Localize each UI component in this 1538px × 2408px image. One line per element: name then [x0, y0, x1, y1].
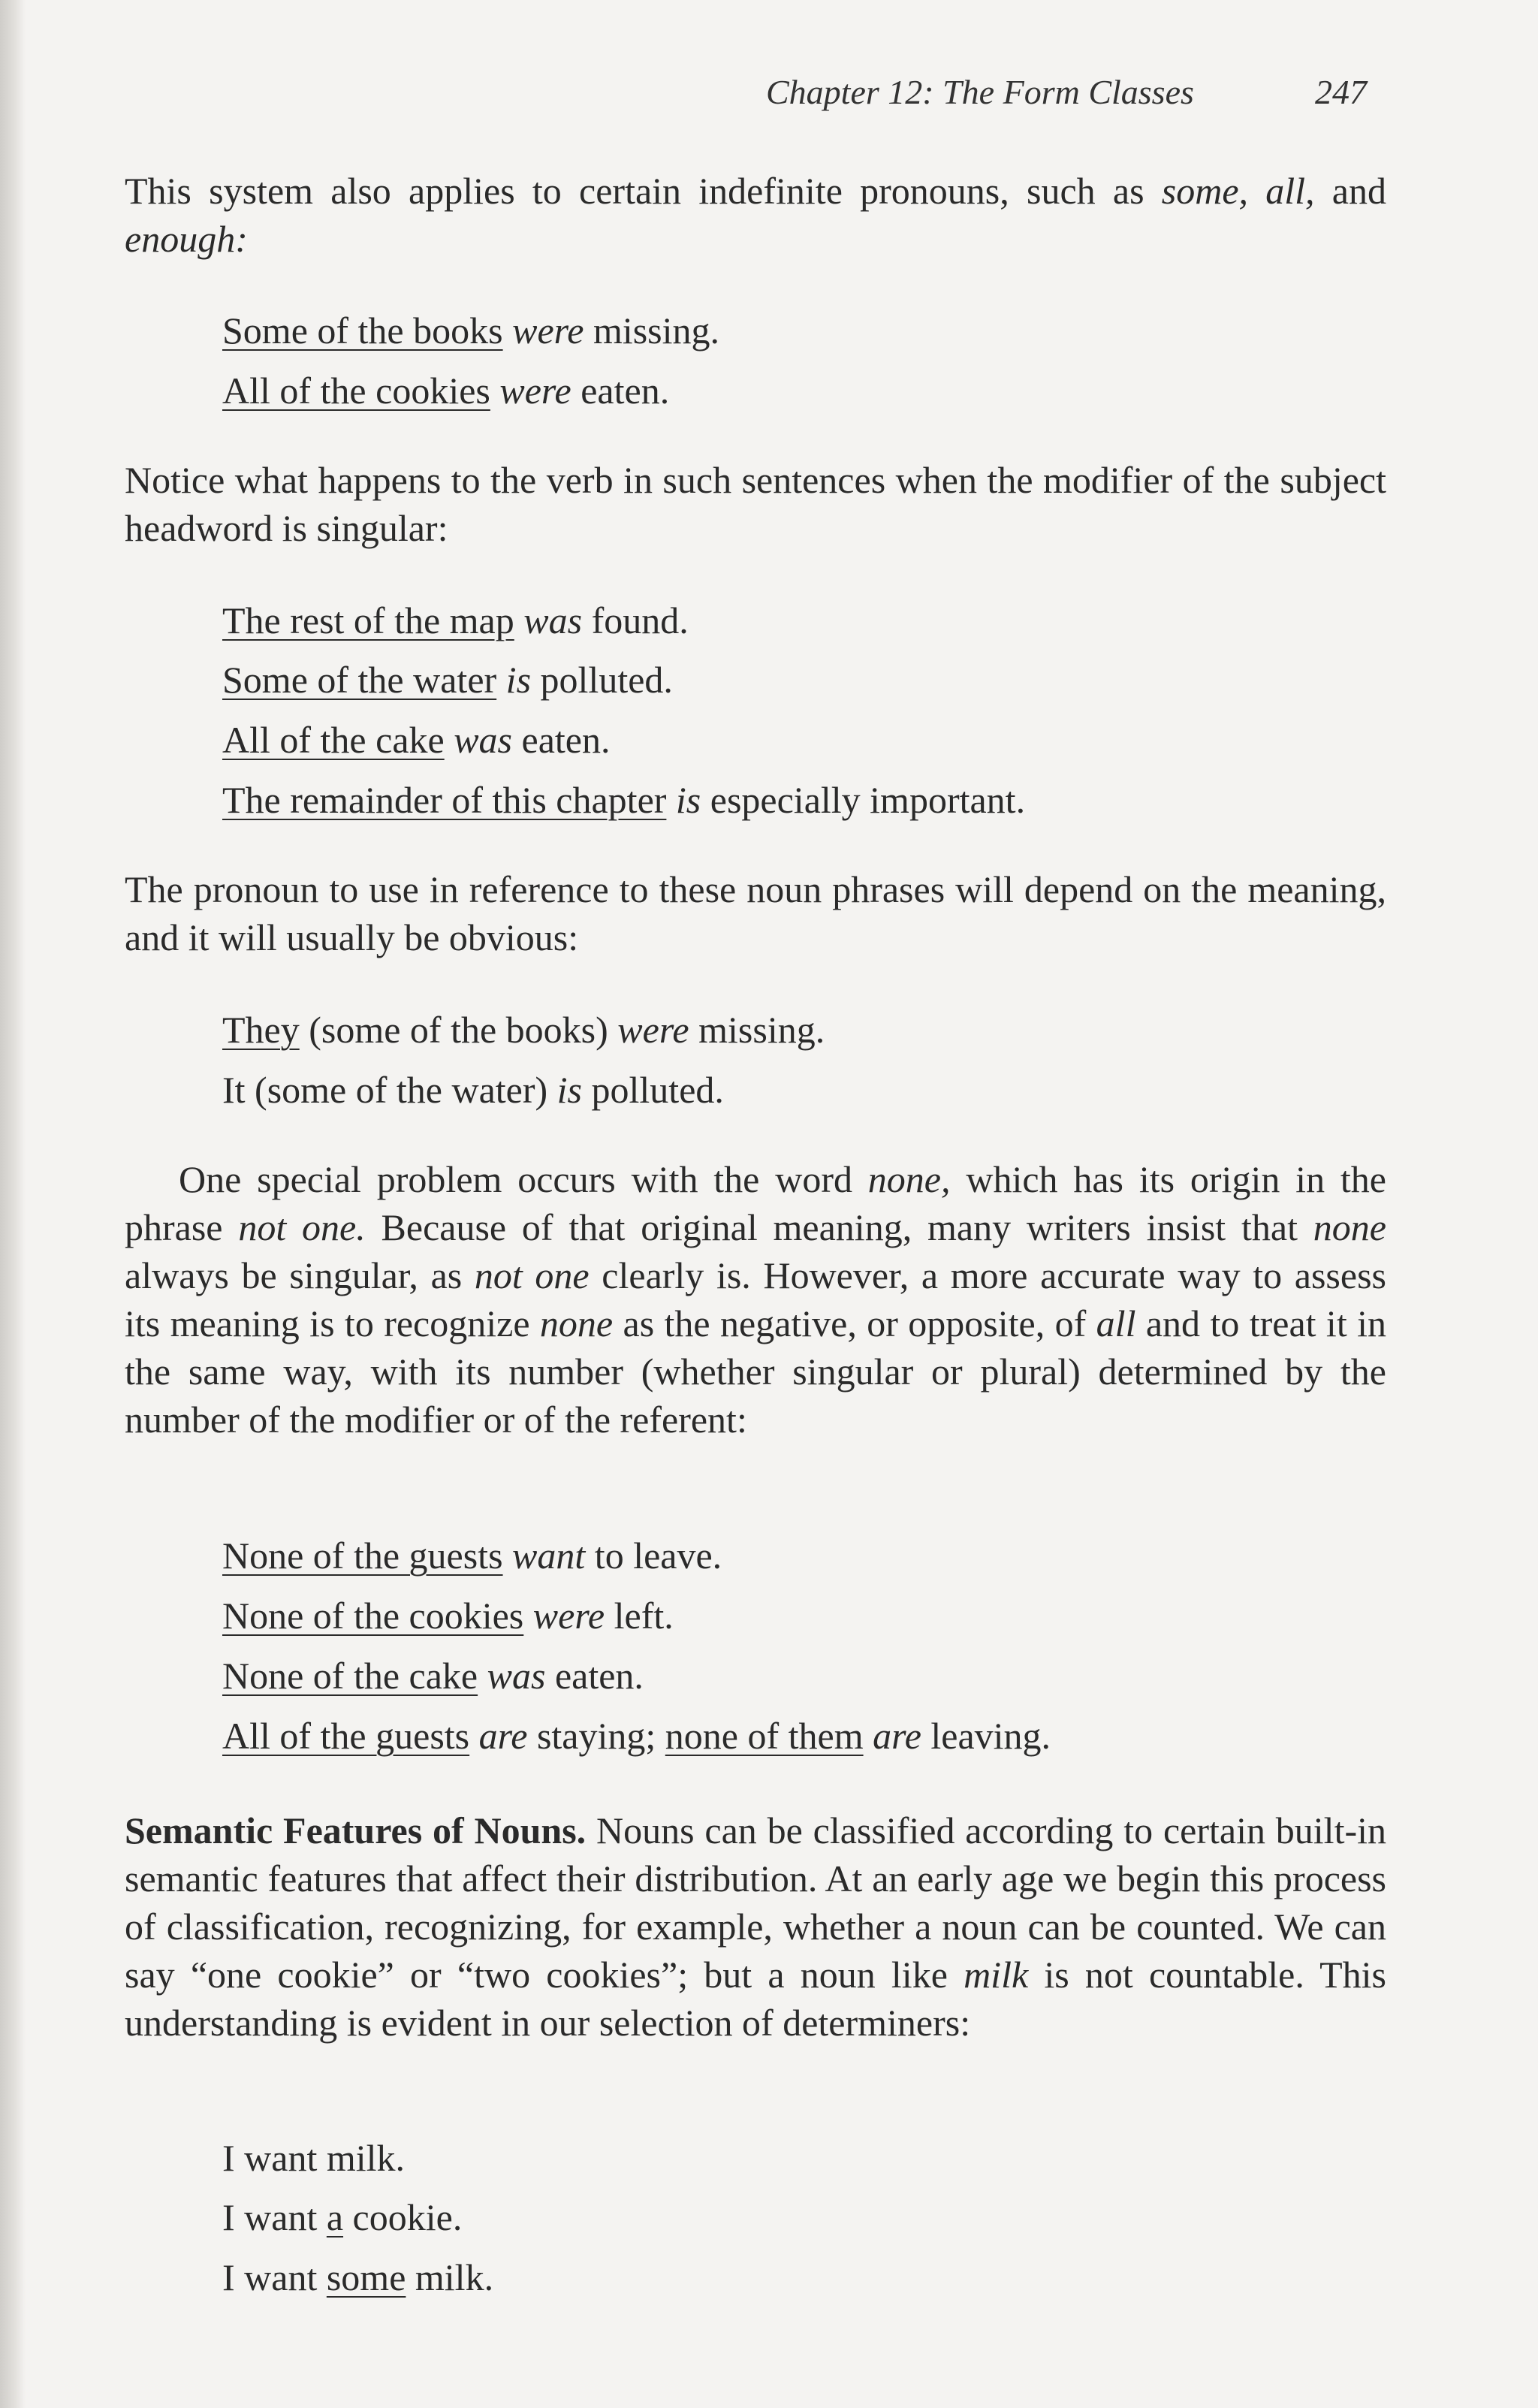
example-sentence: All of the guests are staying; none of them are leaving.: [222, 1715, 1051, 1757]
example-sentence: Some of the water is polluted.: [222, 659, 673, 701]
example-sentence: I want milk.: [222, 2137, 406, 2179]
paragraph-singular-modifier: Notice what happens to the verb in such sentences when the modifier of the subject headword is singular:: [125, 459, 1386, 549]
example-sentence: The remainder of this chapter is especially important.: [222, 779, 1026, 821]
example-sentence: I want some milk.: [222, 2256, 494, 2298]
example-sentence: All of the cookies were eaten.: [222, 370, 670, 412]
book-page: [125, 0, 1386, 2408]
example-sentence: None of the cake was eaten.: [222, 1655, 644, 1697]
example-sentence: None of the guests want to leave.: [222, 1534, 722, 1577]
example-sentence: None of the cookies were left.: [222, 1595, 674, 1637]
chapter-title: Chapter 12: The Form Classes: [766, 73, 1194, 111]
paragraph-indefinite-pronouns: This system also applies to certain indefinite pronouns, such as some, all, and enough:: [125, 170, 1386, 260]
example-sentence: The rest of the map was found.: [222, 599, 689, 641]
paragraph-semantic-features: Semantic Features of Nouns. Nouns can be classified according to certain built-in semantic features that affect their distribution. At an early age we begin this process of classification, recognizing, for example, whether a noun can be counted. We can say “one cookie” or “two cookies”; but a noun like milk is not countable. This understanding is evident in our selection of determiners:: [125, 1809, 1387, 2044]
section-run-in-heading: Semantic Features of Nouns.: [125, 1809, 587, 1851]
paragraph-none-problem: One special problem occurs with the word none, which has its origin in the phrase not one. Because of that original meaning, many writers insist that none always be singular, as not one clearly is. However, a more accurate way to assess its meaning is to recognize none as the negative, or opposite, of all and to treat it in the same way, with its number (whether singular or plural) determined by the number of the modifier or of the referent:: [125, 1158, 1386, 1441]
example-sentence: It (some of the water) is polluted.: [222, 1069, 724, 1111]
example-sentence: They (some of the books) were missing.: [222, 1009, 825, 1051]
example-sentence: All of the cake was eaten.: [222, 719, 611, 761]
paragraph-pronoun-reference: The pronoun to use in reference to these noun phrases will depend on the meaning, and it will usually be obvious:: [125, 868, 1386, 958]
example-sentence: Some of the books were missing.: [222, 309, 720, 352]
example-sentence: I want a cookie.: [222, 2196, 463, 2238]
page-gutter-shadow: [0, 0, 26, 2408]
page-number: 247: [1315, 73, 1367, 111]
